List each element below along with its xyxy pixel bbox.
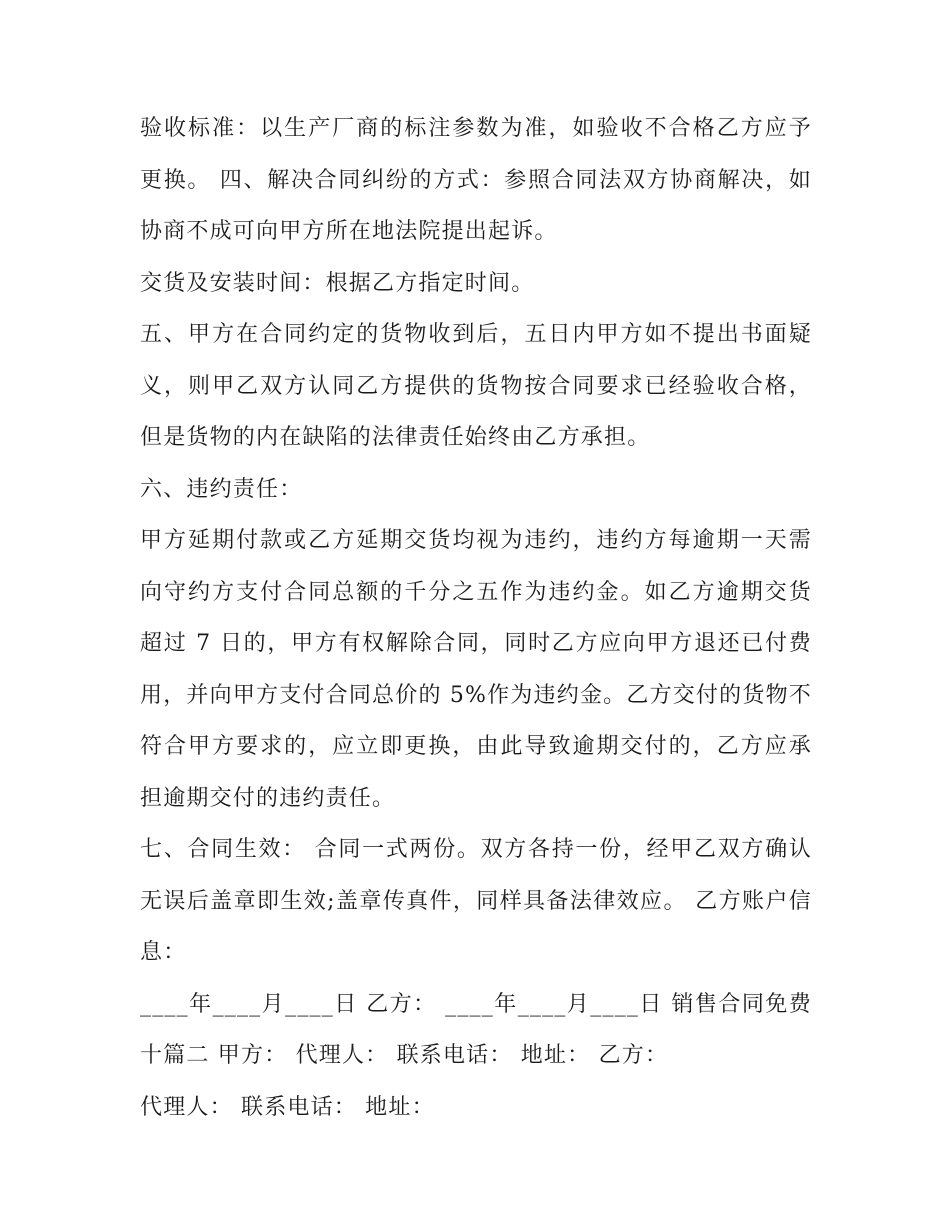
document-body — [140, 103, 812, 1133]
paragraph-section-seven: 七、合同生效： 合同一式两份。双方各持一份，经甲乙双方确认无误后盖章即生效;盖章传真件，同样具备法律效应。 乙方账户信息： — [140, 837, 812, 965]
paragraph-signature-dates: ____年____月____日 乙方： ____年____月____日 销售合同免费十篇二 甲方： 代理人： 联系电话： 地址： 乙方： — [140, 991, 812, 1068]
paragraph-breach-liability: 甲方延期付款或乙方延期交货均视为违约，违约方每逾期一天需向守约方支付合同总额的千分之五作为违约金。如乙方逾期交货超过 7 日的，甲方有权解除合同，同时乙方应向甲方退还已付费用，并向甲方支付合同总价的 5%作为违约金。乙方交付的货物不符合甲方要求的，应立即更换，由此导致逾期交付的，乙方应承担逾期交付的违约责任。 — [140, 528, 812, 811]
paragraph-acceptance-dispute: 验收标准：以生产厂商的标注参数为准，如验收不合格乙方应予更换。 四、解决合同纠纷的方式：参照合同法双方协商解决，如协商不成可向甲方所在地法院提出起诉。 — [140, 116, 812, 244]
paragraph-section-six-heading: 六、违约责任： — [140, 476, 303, 502]
paragraph-section-five: 五、甲方在合同约定的货物收到后，五日内甲方如不提出书面疑义，则甲乙双方认同乙方提供的货物按合同要求已经验收合格，但是货物的内在缺陷的法律责任始终由乙方承担。 — [140, 322, 812, 450]
paragraph-delivery-time: 交货及安装时间：根据乙方指定时间。 — [140, 270, 535, 296]
paragraph-agent-contact: 代理人： 联系电话： 地址： — [140, 1094, 435, 1120]
